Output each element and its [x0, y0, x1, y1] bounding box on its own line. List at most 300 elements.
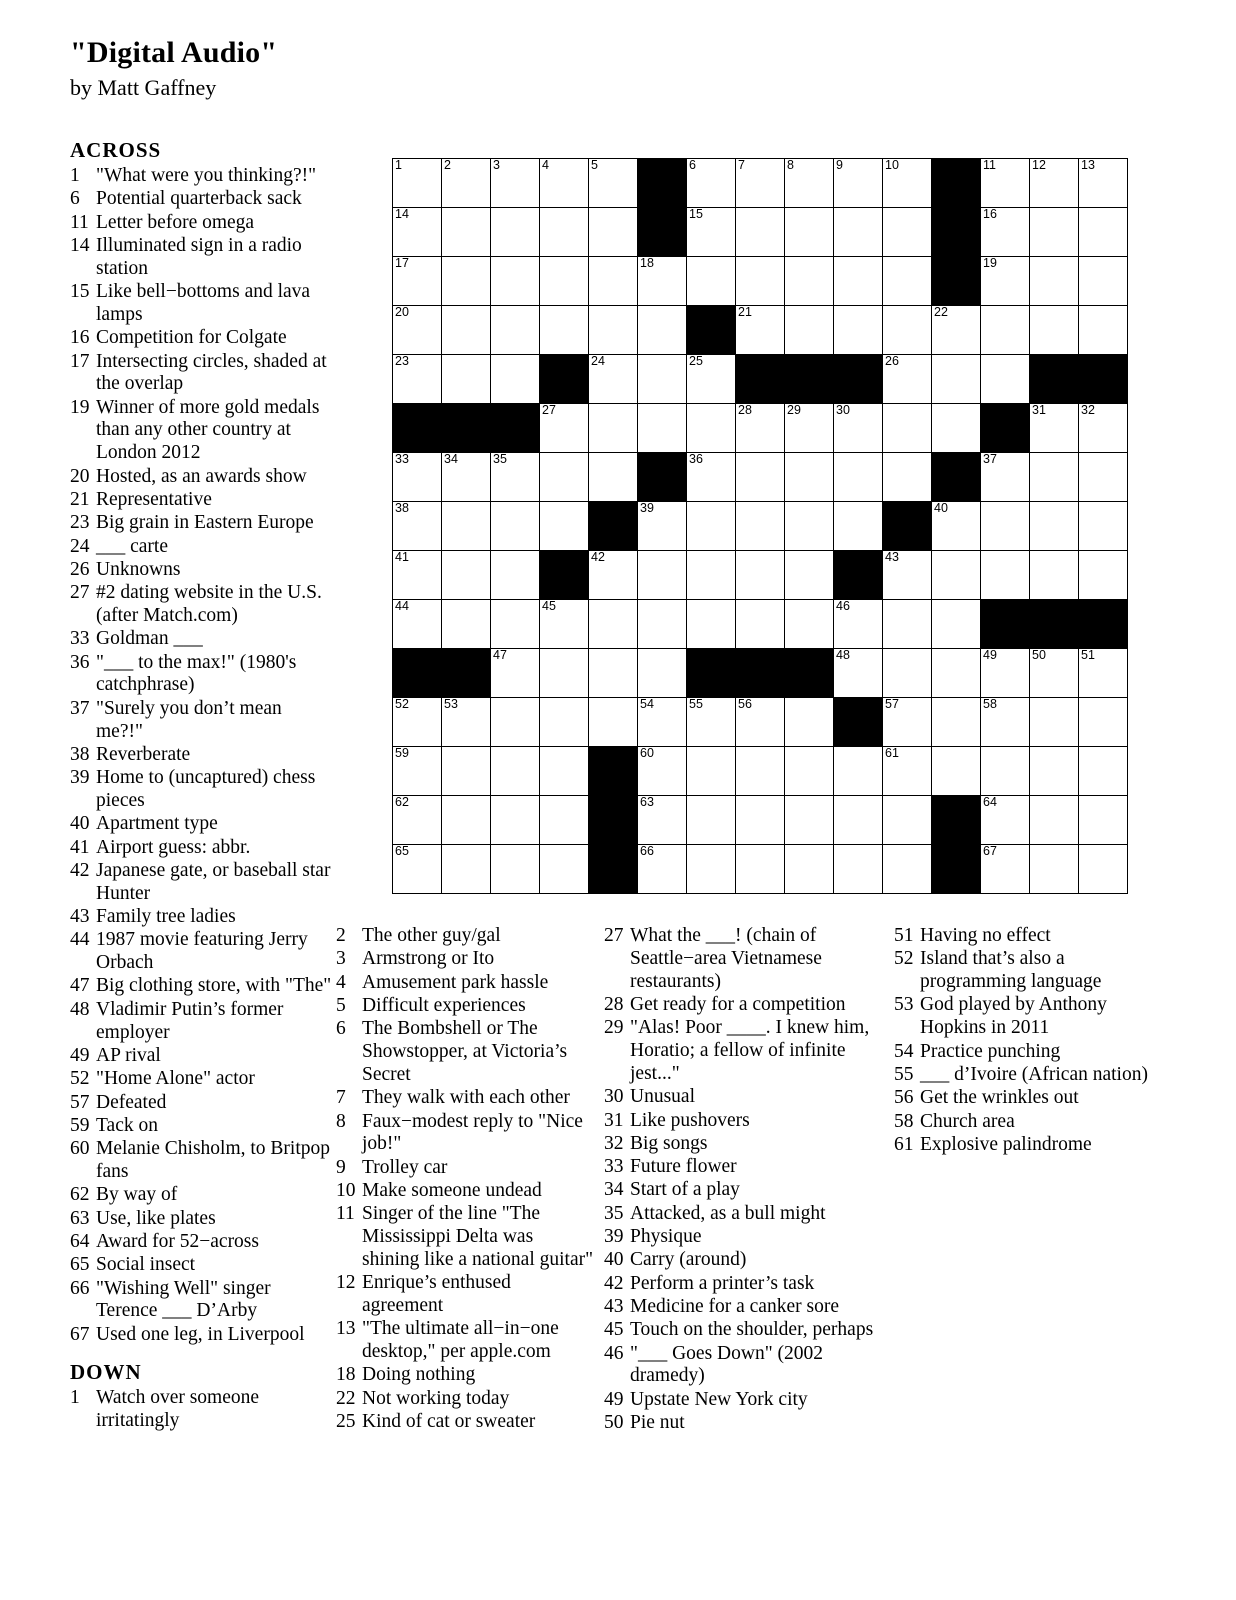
grid-cell[interactable] [442, 600, 491, 649]
grid-cell[interactable] [981, 355, 1030, 404]
grid-cell[interactable] [638, 502, 687, 551]
grid-cell[interactable] [1079, 698, 1128, 747]
grid-cell[interactable] [540, 698, 589, 747]
grid-cell[interactable] [785, 159, 834, 208]
grid-cell[interactable] [785, 747, 834, 796]
clue-item [70, 1208, 332, 1231]
grid-cell[interactable] [687, 698, 736, 747]
clue-item [604, 1296, 884, 1319]
grid-cell[interactable] [638, 845, 687, 894]
grid-cell-number: 48 [836, 648, 850, 662]
grid-cell[interactable] [834, 796, 883, 845]
grid-cell[interactable] [540, 453, 589, 502]
clue-item [336, 1111, 594, 1157]
grid-cell[interactable] [785, 600, 834, 649]
grid-cell[interactable] [393, 747, 442, 796]
grid-cell[interactable] [393, 159, 442, 208]
grid-cell[interactable] [785, 306, 834, 355]
grid-cell[interactable] [540, 600, 589, 649]
grid-cell[interactable] [883, 453, 932, 502]
grid-cell[interactable] [393, 698, 442, 747]
grid-cell[interactable] [1030, 208, 1079, 257]
grid-cell-number: 11 [983, 158, 996, 172]
clue-item [604, 1156, 884, 1179]
grid-cell[interactable] [785, 453, 834, 502]
grid-cell[interactable] [393, 502, 442, 551]
grid-cell[interactable] [687, 747, 736, 796]
grid-cell[interactable] [491, 306, 540, 355]
grid-cell[interactable] [442, 698, 491, 747]
grid-cell[interactable] [540, 796, 589, 845]
grid-cell[interactable] [883, 845, 932, 894]
grid-cell[interactable] [393, 845, 442, 894]
clue-text: "What were you thinking?!" [96, 165, 317, 186]
grid-cell[interactable] [736, 502, 785, 551]
grid-cell[interactable] [981, 502, 1030, 551]
clue-text: Medicine for a canker sore [630, 1296, 839, 1317]
grid-cell[interactable] [687, 796, 736, 845]
clue-item [604, 1203, 884, 1226]
grid-cell[interactable] [736, 257, 785, 306]
clue-text: Kind of cat or sweater [362, 1411, 536, 1433]
grid-cell[interactable] [834, 502, 883, 551]
grid-cell[interactable] [932, 649, 981, 698]
grid-cell-number: 21 [738, 305, 752, 319]
clue-item [604, 1086, 884, 1109]
down-clue-list-part1 [70, 1387, 332, 1433]
down-heading: DOWN [70, 1360, 142, 1385]
grid-cell[interactable] [687, 502, 736, 551]
grid-cell[interactable] [1030, 306, 1079, 355]
grid-cell[interactable] [1030, 159, 1079, 208]
grid-cell[interactable] [589, 453, 638, 502]
clue-number: 3 [336, 948, 346, 970]
grid-cell[interactable] [638, 551, 687, 600]
grid-cell-number: 6 [689, 158, 696, 172]
grid-cell[interactable] [981, 649, 1030, 698]
grid-cell[interactable] [491, 502, 540, 551]
grid-cell[interactable] [687, 355, 736, 404]
grid-cell[interactable] [638, 355, 687, 404]
grid-cell-number: 24 [591, 354, 605, 368]
grid-cell[interactable] [834, 600, 883, 649]
grid-cell[interactable] [393, 796, 442, 845]
grid-cell[interactable] [932, 502, 981, 551]
grid-cell[interactable] [736, 796, 785, 845]
grid-cell-number: 17 [395, 256, 409, 270]
clue-item [604, 1226, 884, 1249]
grid-cell[interactable] [589, 600, 638, 649]
clue-item [70, 489, 332, 512]
clue-text: The other guy/gal [362, 925, 501, 946]
grid-cell[interactable] [442, 355, 491, 404]
clue-text: Award for 52−across [96, 1230, 259, 1252]
grid-cell[interactable] [785, 551, 834, 600]
grid-cell[interactable] [687, 208, 736, 257]
clue-item [336, 1411, 594, 1434]
grid-cell[interactable] [589, 649, 638, 698]
grid-cell[interactable] [736, 551, 785, 600]
grid-cell[interactable] [1030, 551, 1079, 600]
grid-cell[interactable] [736, 208, 785, 257]
clue-text: Perform a printer’s task [630, 1272, 815, 1294]
grid-cell[interactable] [785, 257, 834, 306]
grid-cell[interactable] [736, 306, 785, 355]
grid-cell[interactable] [687, 257, 736, 306]
grid-cell[interactable] [491, 796, 540, 845]
grid-cell[interactable] [1079, 796, 1128, 845]
clue-item [70, 582, 332, 628]
grid-cell[interactable] [932, 355, 981, 404]
grid-cell[interactable] [736, 404, 785, 453]
grid-cell[interactable] [393, 453, 442, 502]
grid-cell[interactable] [491, 208, 540, 257]
grid-cell[interactable] [1030, 698, 1079, 747]
grid-cell[interactable] [393, 600, 442, 649]
clue-item [894, 1041, 1154, 1064]
grid-cell[interactable] [883, 404, 932, 453]
grid-cell-number: 22 [934, 305, 948, 319]
grid-cell[interactable] [442, 551, 491, 600]
grid-cell[interactable] [589, 551, 638, 600]
grid-cell[interactable] [442, 747, 491, 796]
grid-cell[interactable] [736, 159, 785, 208]
grid-cell[interactable] [736, 600, 785, 649]
clue-number: 57 [70, 1091, 90, 1113]
grid-cell[interactable] [687, 845, 736, 894]
grid-cell[interactable] [736, 453, 785, 502]
grid-cell[interactable] [638, 796, 687, 845]
clue-number: 15 [70, 281, 90, 303]
grid-cell[interactable] [834, 306, 883, 355]
grid-cell-number: 53 [444, 697, 458, 711]
grid-row [393, 845, 1128, 894]
clue-item [604, 1249, 884, 1272]
grid-cell[interactable] [442, 257, 491, 306]
grid-cell[interactable] [736, 698, 785, 747]
clue-item [70, 860, 332, 906]
clue-text: Island that’s also a programming language [920, 948, 1102, 993]
clue-text: Like pushovers [630, 1109, 750, 1131]
grid-cell[interactable] [883, 208, 932, 257]
grid-cell[interactable] [442, 502, 491, 551]
grid-cell[interactable] [540, 845, 589, 894]
grid-cell[interactable] [932, 306, 981, 355]
grid-cell[interactable] [1030, 796, 1079, 845]
clue-text: Letter before omega [96, 211, 255, 233]
grid-cell[interactable] [491, 600, 540, 649]
grid-cell[interactable] [1030, 257, 1079, 306]
grid-cell[interactable] [687, 453, 736, 502]
grid-cell[interactable] [932, 404, 981, 453]
grid-cell[interactable] [1079, 306, 1128, 355]
grid-cell[interactable] [883, 355, 932, 404]
clue-item [70, 767, 332, 813]
grid-cell[interactable] [491, 355, 540, 404]
grid-cell[interactable] [540, 208, 589, 257]
clue-number: 13 [336, 1318, 356, 1340]
grid-cell[interactable] [981, 747, 1030, 796]
grid-cell-block [932, 453, 981, 502]
grid-cell-number: 38 [395, 501, 409, 515]
clue-text: Competition for Colgate [96, 327, 287, 349]
grid-cell[interactable] [393, 551, 442, 600]
grid-row [393, 453, 1128, 502]
grid-cell[interactable] [540, 159, 589, 208]
grid-cell[interactable] [883, 551, 932, 600]
grid-cell-number: 47 [493, 648, 507, 662]
clue-text: Touch on the shoulder, perhaps [630, 1319, 874, 1341]
grid-cell[interactable] [834, 453, 883, 502]
grid-cell-block [883, 502, 932, 551]
grid-cell-number: 41 [395, 550, 409, 564]
grid-cell-number: 58 [983, 697, 997, 711]
clue-text: Apartment type [96, 813, 218, 835]
grid-cell[interactable] [981, 796, 1030, 845]
grid-cell[interactable] [638, 698, 687, 747]
grid-cell[interactable] [638, 306, 687, 355]
grid-cell[interactable] [540, 649, 589, 698]
clue-number: 43 [604, 1296, 624, 1317]
clue-number: 6 [70, 188, 80, 210]
grid-cell[interactable] [1030, 404, 1079, 453]
grid-cell[interactable] [883, 257, 932, 306]
grid-cell[interactable] [638, 404, 687, 453]
grid-cell[interactable] [1079, 257, 1128, 306]
grid-cell[interactable] [883, 796, 932, 845]
grid-cell[interactable] [1079, 453, 1128, 502]
grid-cell[interactable] [442, 306, 491, 355]
grid-cell[interactable] [834, 845, 883, 894]
grid-cell[interactable] [834, 257, 883, 306]
grid-cell[interactable] [981, 453, 1030, 502]
clue-number: 39 [70, 767, 90, 789]
grid-cell[interactable] [540, 257, 589, 306]
grid-cell[interactable] [1079, 404, 1128, 453]
grid-cell[interactable] [589, 404, 638, 453]
grid-cell[interactable] [687, 600, 736, 649]
clue-item [604, 1017, 884, 1085]
clue-item [70, 975, 332, 998]
grid-cell[interactable] [981, 257, 1030, 306]
grid-cell[interactable] [540, 404, 589, 453]
grid-cell[interactable] [785, 796, 834, 845]
grid-cell[interactable] [1030, 502, 1079, 551]
grid-cell[interactable] [393, 355, 442, 404]
clue-item [70, 165, 332, 188]
grid-cell[interactable] [393, 306, 442, 355]
clue-text: "Alas! Poor ____. I knew him, Horatio; a fellow of infinite jest..." [630, 1017, 870, 1084]
grid-cell[interactable] [491, 257, 540, 306]
clue-number: 37 [70, 697, 90, 719]
grid-cell[interactable] [785, 404, 834, 453]
grid-cell[interactable] [785, 845, 834, 894]
clue-item [70, 1254, 332, 1277]
grid-cell[interactable] [687, 551, 736, 600]
grid-cell[interactable] [491, 845, 540, 894]
grid-cell[interactable] [736, 845, 785, 894]
grid-cell-number: 63 [640, 795, 654, 809]
grid-cell[interactable] [589, 355, 638, 404]
grid-cell[interactable] [1079, 845, 1128, 894]
grid-cell-block [442, 649, 491, 698]
grid-cell[interactable] [1030, 453, 1079, 502]
grid-cell-number: 42 [591, 550, 605, 564]
grid-cell[interactable] [687, 404, 736, 453]
grid-cell[interactable] [540, 306, 589, 355]
grid-cell[interactable] [932, 747, 981, 796]
grid-cell[interactable] [932, 698, 981, 747]
grid-cell-number: 27 [542, 403, 556, 417]
grid-cell[interactable] [1030, 845, 1079, 894]
grid-cell[interactable] [785, 698, 834, 747]
clue-number: 64 [70, 1230, 90, 1252]
grid-cell[interactable] [393, 208, 442, 257]
down-clue-list-part4 [894, 925, 1164, 1435]
grid-row [393, 257, 1128, 306]
grid-cell[interactable] [491, 551, 540, 600]
grid-cell[interactable] [981, 208, 1030, 257]
clue-text: Future flower [630, 1156, 737, 1178]
grid-cell[interactable] [638, 747, 687, 796]
grid-cell-number: 20 [395, 305, 409, 319]
grid-cell[interactable] [834, 649, 883, 698]
grid-cell[interactable] [834, 747, 883, 796]
grid-cell[interactable] [589, 306, 638, 355]
clue-number: 56 [894, 1087, 914, 1109]
grid-cell[interactable] [589, 208, 638, 257]
grid-cell[interactable] [1030, 747, 1079, 796]
grid-cell[interactable] [981, 159, 1030, 208]
grid-cell[interactable] [442, 453, 491, 502]
grid-cell[interactable] [1079, 747, 1128, 796]
grid-cell[interactable] [540, 502, 589, 551]
clue-item [894, 1134, 1154, 1157]
grid-cell[interactable] [883, 159, 932, 208]
clue-text: #2 dating website in the U.S. (after Match.com) [96, 582, 322, 626]
grid-cell[interactable] [638, 600, 687, 649]
grid-cell[interactable] [834, 404, 883, 453]
grid-cell[interactable] [491, 453, 540, 502]
grid-cell[interactable] [932, 600, 981, 649]
grid-cell-number: 49 [983, 648, 997, 662]
grid-cell-block [932, 845, 981, 894]
clue-number: 6 [336, 1018, 346, 1040]
clue-text: They walk with each other [362, 1087, 570, 1109]
grid-cell[interactable] [981, 698, 1030, 747]
grid-cell[interactable] [883, 698, 932, 747]
clue-text: Pie nut [630, 1412, 685, 1434]
grid-cell[interactable] [834, 159, 883, 208]
grid-cell[interactable] [442, 159, 491, 208]
clue-item [70, 466, 332, 489]
clue-item [70, 188, 332, 211]
clue-text: Potential quarterback sack [96, 188, 302, 210]
grid-cell[interactable] [491, 698, 540, 747]
grid-cell[interactable] [785, 502, 834, 551]
grid-cell[interactable] [491, 159, 540, 208]
grid-cell[interactable] [540, 747, 589, 796]
grid-cell-number: 34 [444, 452, 458, 466]
grid-cell[interactable] [442, 208, 491, 257]
grid-cell[interactable] [589, 257, 638, 306]
grid-row [393, 355, 1128, 404]
grid-cell[interactable] [491, 649, 540, 698]
down-clue-columns [336, 925, 1176, 1435]
clue-item [70, 1278, 332, 1324]
grid-cell[interactable] [834, 208, 883, 257]
clue-number: 54 [894, 1040, 914, 1062]
grid-row [393, 600, 1128, 649]
grid-cell[interactable] [1079, 208, 1128, 257]
grid-cell[interactable] [883, 600, 932, 649]
clue-item [604, 1389, 884, 1412]
clue-number: 9 [336, 1156, 346, 1178]
grid-cell[interactable] [1079, 551, 1128, 600]
grid-cell[interactable] [1030, 649, 1079, 698]
grid-cell[interactable] [981, 306, 1030, 355]
grid-cell[interactable] [393, 257, 442, 306]
grid-cell[interactable] [785, 208, 834, 257]
grid-cell-number: 15 [689, 207, 703, 221]
clue-text: Home to (uncaptured) chess pieces [96, 767, 316, 811]
grid-cell[interactable] [589, 698, 638, 747]
grid-cell-block [687, 649, 736, 698]
grid-cell[interactable] [1079, 502, 1128, 551]
down-clue-list-part3 [604, 925, 894, 1435]
grid-cell[interactable] [883, 649, 932, 698]
clue-item [70, 999, 332, 1045]
clue-item [70, 281, 332, 327]
clue-number: 21 [70, 488, 90, 510]
grid-cell[interactable] [491, 747, 540, 796]
clue-item [336, 1087, 594, 1110]
grid-cell[interactable] [981, 845, 1030, 894]
grid-cell[interactable] [883, 747, 932, 796]
grid-row [393, 649, 1128, 698]
grid-cell[interactable] [687, 159, 736, 208]
clue-item [604, 1343, 884, 1389]
grid-cell[interactable] [932, 551, 981, 600]
grid-cell[interactable] [1079, 649, 1128, 698]
clue-text: Unusual [630, 1086, 695, 1108]
clue-item [70, 512, 332, 535]
grid-cell-block [736, 649, 785, 698]
grid-cell[interactable] [442, 845, 491, 894]
grid-cell[interactable] [736, 747, 785, 796]
grid-cell[interactable] [981, 551, 1030, 600]
grid-cell-block [540, 355, 589, 404]
clue-number: 40 [70, 813, 90, 835]
grid-cell-number: 16 [983, 207, 997, 221]
grid-cell-block [932, 257, 981, 306]
grid-cell-number: 36 [689, 452, 703, 466]
grid-cell-number: 43 [885, 550, 899, 564]
clue-text: Family tree ladies [96, 906, 236, 927]
clue-text: Practice punching [920, 1040, 1061, 1062]
grid-cell[interactable] [589, 159, 638, 208]
clue-number: 5 [336, 994, 346, 1016]
grid-cell[interactable] [883, 306, 932, 355]
grid-cell[interactable] [638, 649, 687, 698]
clue-item [894, 948, 1154, 994]
grid-cell[interactable] [1079, 159, 1128, 208]
clue-item [70, 1184, 332, 1207]
grid-cell[interactable] [442, 796, 491, 845]
grid-cell[interactable] [638, 257, 687, 306]
clue-number: 58 [894, 1110, 914, 1132]
crossword-grid[interactable] [392, 158, 1128, 894]
